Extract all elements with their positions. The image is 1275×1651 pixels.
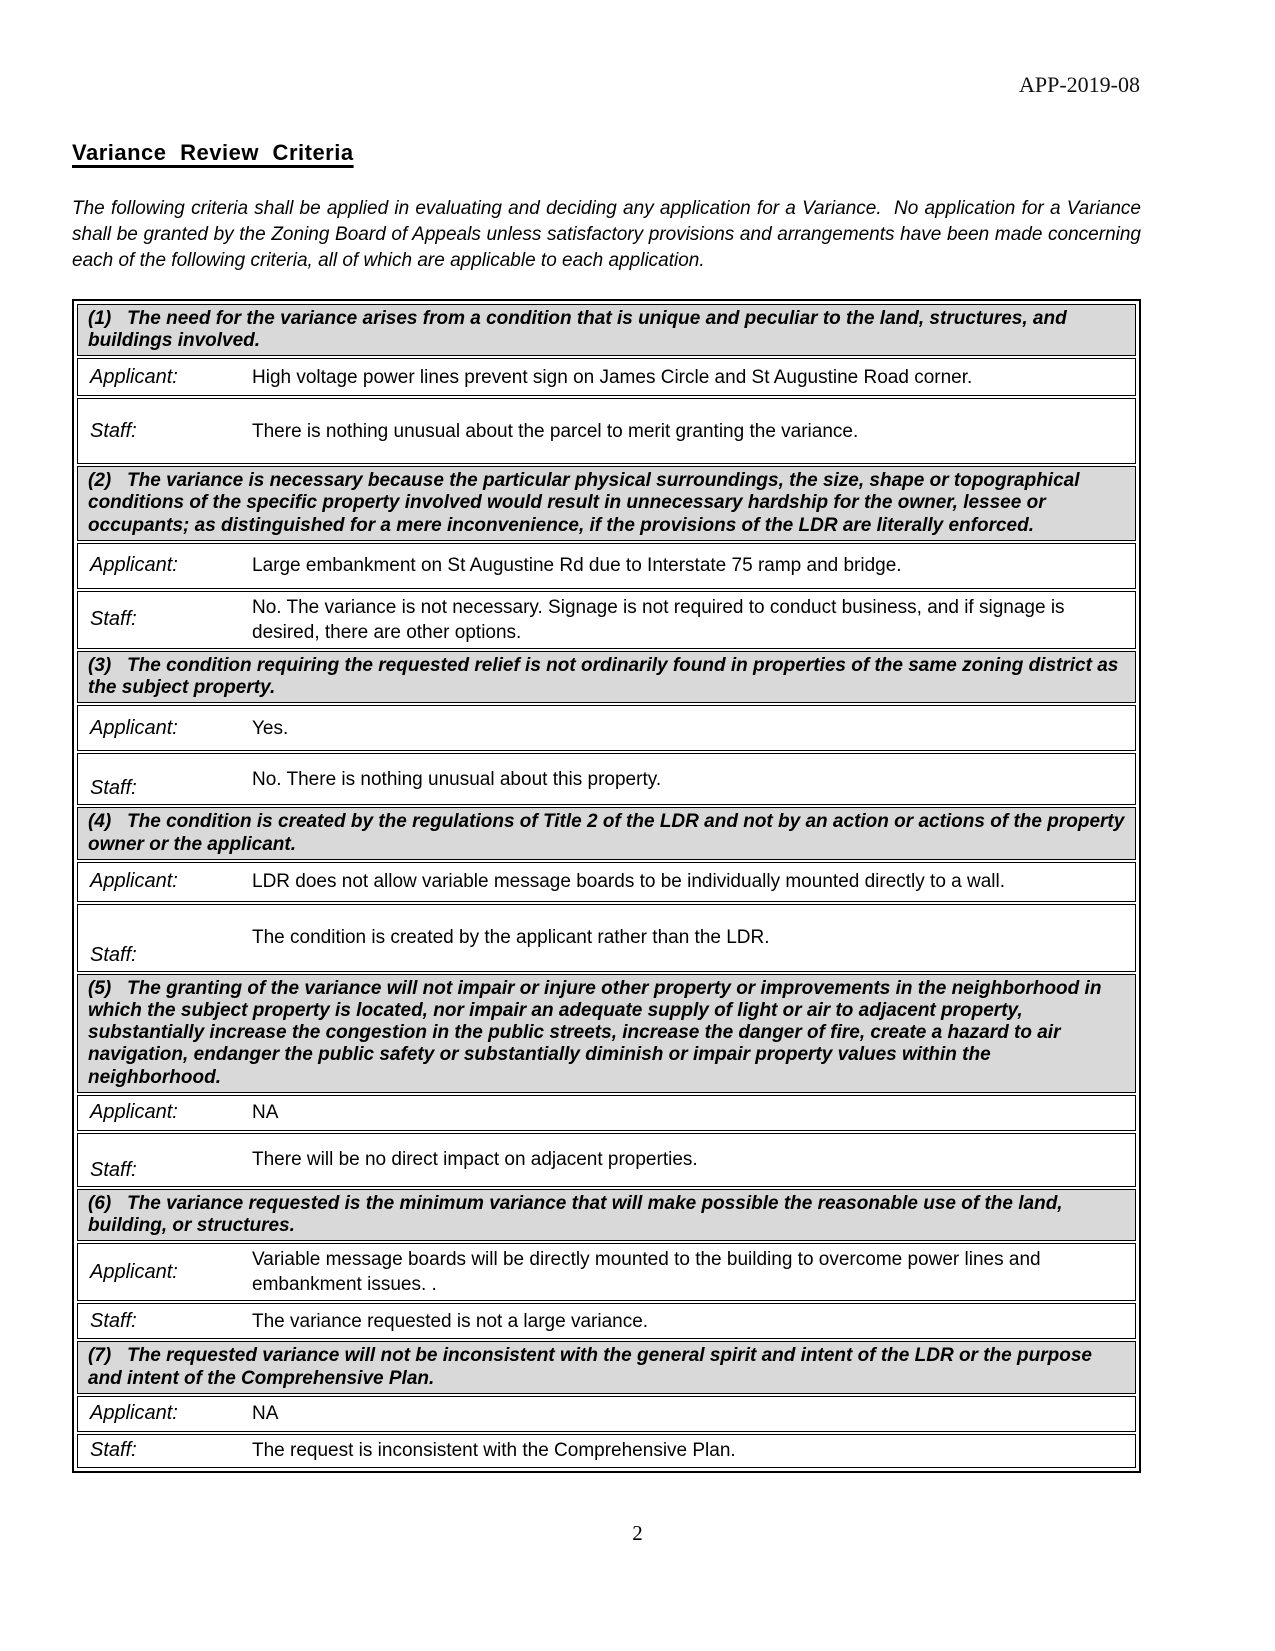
response-text: No. The variance is not necessary. Signage is not required to conduct business, and if signage is desired, there are other options.: [252, 596, 1065, 643]
response-label: Staff:: [90, 943, 137, 966]
response-text: The request is inconsistent with the Comprehensive Plan.: [252, 1440, 736, 1462]
response-row: [77, 1133, 1136, 1187]
response-row: [77, 1243, 1136, 1301]
response-label: Staff:: [90, 1158, 137, 1181]
response-label: Applicant:: [90, 870, 178, 893]
page-title: Variance Review Criteria: [72, 140, 354, 165]
criterion-heading-row: [77, 466, 1136, 541]
criterion-heading-text: (4) The condition is created by the regulations of Title 2 of the LDR and not by an action or actions of the property owner or the applicant.: [88, 811, 1125, 855]
response-label: Staff:: [90, 1309, 137, 1332]
response-row: [77, 1434, 1136, 1468]
page-number: 2: [632, 1520, 643, 1545]
intro-paragraph: The following criteria shall be applied in evaluating and deciding any application for a Variance. No application for a Variance shall be granted by the Zoning Board of Appeals unless satisfactory provisions and arrangements have been made concerning each of the following criteria, all of which are applicable to each application.: [72, 198, 1141, 272]
response-row: [77, 543, 1136, 589]
criterion-heading-row: [77, 304, 1136, 356]
response-label: Applicant:: [90, 716, 178, 739]
response-row: [77, 1396, 1136, 1432]
page-content: [72, 98, 1141, 1473]
criterion-heading-text: (6) The variance requested is the minimum variance that will make possible the reasonable use of the land, building, or structures.: [88, 1192, 1063, 1237]
response-label: Applicant:: [90, 1402, 178, 1425]
response-label: Applicant:: [90, 365, 178, 388]
response-label: Staff:: [90, 777, 137, 800]
criterion-heading-row: [77, 807, 1136, 859]
response-label: Staff:: [90, 419, 137, 442]
criterion-heading-row: [77, 1189, 1136, 1241]
response-label: Staff:: [90, 1439, 137, 1462]
response-row: [77, 753, 1136, 805]
criteria-table: [72, 299, 1141, 1473]
response-text: LDR does not allow variable message boards to be individually mounted directly to a wall.: [252, 871, 1006, 893]
response-row: [77, 862, 1136, 902]
response-text: No. There is nothing unusual about this property.: [252, 768, 662, 790]
criterion-heading-text: (2) The variance is necessary because the particular physical surroundings, the size, shape or topographical conditions of the specific property involved would result in unnecessary hardship for the owner, lessee or occupants; as distinguished for a mere inconvenience, if the provisions of the LDR are literally enforced.: [88, 470, 1080, 536]
response-label: Applicant:: [90, 1260, 178, 1283]
response-text: Yes.: [252, 717, 289, 739]
response-text: The condition is created by the applicant rather than the LDR.: [252, 927, 770, 949]
response-text: There is nothing unusual about the parcel to merit granting the variance.: [252, 420, 859, 442]
response-row: [77, 591, 1136, 649]
response-label: Applicant:: [90, 554, 178, 577]
document-number: APP-2019-08: [1018, 72, 1140, 97]
criterion-heading-text: (1) The need for the variance arises from a condition that is unique and peculiar to the land, structures, and buildings involved.: [88, 307, 1067, 351]
criterion-heading-row: [77, 651, 1136, 703]
response-text: Large embankment on St Augustine Rd due to Interstate 75 ramp and bridge.: [252, 555, 902, 577]
response-text: NA: [252, 1102, 279, 1124]
response-row: [77, 358, 1136, 396]
criterion-heading-text: (5) The granting of the variance will not impair or injure other property or improvements in the neighborhood in which the subject property is located, nor impair an adequate supply of light or air to adjacent property, substantially increase the congestion in the public streets, increase the danger of fire, create a hazard to air navigation, endanger the public safety or substantially diminish or impair property values within the neighborhood.: [88, 977, 1102, 1088]
response-text: High voltage power lines prevent sign on James Circle and St Augustine Road corner.: [252, 366, 973, 388]
response-text: There will be no direct impact on adjacent properties.: [252, 1149, 698, 1171]
criterion-heading-text: (3) The condition requiring the requested relief is not ordinarily found in properties of the same zoning district as the subject property.: [88, 654, 1119, 699]
criterion-heading-text: (7) The requested variance will not be inconsistent with the general spirit and intent of the LDR or the purpose and intent of the Comprehensive Plan.: [88, 1345, 1092, 1389]
response-text: The variance requested is not a large variance.: [252, 1310, 649, 1332]
criterion-heading-row: [77, 974, 1136, 1093]
response-label: Applicant:: [90, 1101, 178, 1124]
response-row: [77, 1095, 1136, 1131]
response-row: [77, 705, 1136, 751]
criterion-heading-row: [77, 1341, 1136, 1393]
response-text: Variable message boards will be directly mounted to the building to overcome power lines and embankment issues. .: [252, 1249, 1041, 1296]
response-text: NA: [252, 1403, 279, 1425]
response-row: [77, 904, 1136, 972]
response-row: [77, 398, 1136, 464]
response-row: [77, 1303, 1136, 1339]
response-label: Staff:: [90, 608, 137, 631]
